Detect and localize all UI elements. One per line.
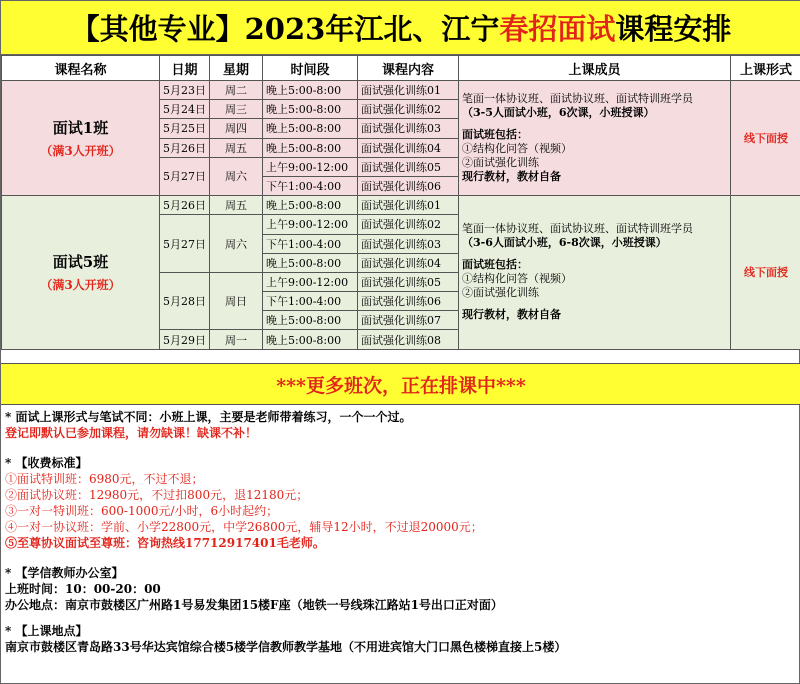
weekday-cell: 周六 <box>210 157 263 195</box>
header-time: 时间段 <box>263 56 358 81</box>
date-cell: 5月29日 <box>160 330 210 349</box>
date-cell: 5月26日 <box>160 196 210 215</box>
header-weekday: 星期 <box>210 56 263 81</box>
content-cell: 面试强化训练05 <box>358 157 459 176</box>
time-cell: 晚上5:00-8:00 <box>263 100 358 119</box>
office-address: 办公地点：南京市鼓楼区广州路1号易发集团15楼F座（地铁一号线珠江路站1号出口正对面） <box>5 598 503 612</box>
class5-note: （满3人开班） <box>40 278 121 293</box>
content-cell: 面试强化训练07 <box>358 311 459 330</box>
members-line: 现行教材，教材自备 <box>462 308 561 322</box>
title-part2: 春招面试 <box>499 12 616 46</box>
date-cell: 5月28日 <box>160 272 210 330</box>
class5-members-cell <box>459 196 731 350</box>
schedule-table <box>1 55 800 350</box>
time-cell: 下午1:00-4:00 <box>263 292 358 311</box>
table-row <box>2 81 800 100</box>
content-cell: 面试强化训练06 <box>358 176 459 195</box>
members-line: （3-6人面试小班，6-8次课，小班授课） <box>462 236 667 250</box>
time-cell: 下午1:00-4:00 <box>263 234 358 253</box>
weekday-cell: 周六 <box>210 215 263 273</box>
header-row <box>2 56 800 81</box>
time-cell: 上午9:00-12:00 <box>263 157 358 176</box>
class1-form-cell: 线下面授 <box>731 81 800 196</box>
time-cell: 上午9:00-12:00 <box>263 272 358 291</box>
content-cell: 面试强化训练04 <box>358 253 459 272</box>
content-cell: 面试强化训练06 <box>358 292 459 311</box>
class1-name-cell <box>2 81 160 196</box>
title-part1: 【其他专业】2023年江北、江宁 <box>70 12 500 46</box>
header-form: 上课形式 <box>731 56 800 81</box>
members-line: （3-5人面试小班，6次课，小班授课） <box>462 106 655 120</box>
fee-item: ②面试协议班：12980元，不过扣800元，退12180元； <box>5 488 309 502</box>
header-members: 上课成员 <box>459 56 731 81</box>
date-cell: 5月25日 <box>160 119 210 138</box>
fee-item: ③一对一特训班：600-1000元/小时，6小时起约； <box>5 504 279 518</box>
class1-name: 面试1班 <box>52 119 109 138</box>
time-cell: 晚上5:00-8:00 <box>263 253 358 272</box>
content-cell: 面试强化训练01 <box>358 81 459 100</box>
more-classes-banner: ***更多班次，正在排课中*** <box>1 363 800 405</box>
class5-name: 面试5班 <box>52 253 109 272</box>
fee-title: * 【收费标准】 <box>5 456 88 470</box>
time-cell: 晚上5:00-8:00 <box>263 311 358 330</box>
page-title <box>1 1 800 55</box>
weekday-cell: 周三 <box>210 100 263 119</box>
date-cell: 5月26日 <box>160 138 210 157</box>
weekday-cell: 周日 <box>210 272 263 330</box>
date-cell: 5月27日 <box>160 215 210 273</box>
content-cell: 面试强化训练03 <box>358 119 459 138</box>
header-course-name: 课程名称 <box>2 56 160 81</box>
venue-title: * 【上课地点】 <box>5 624 88 638</box>
class5-form-cell: 线下面授 <box>731 196 800 350</box>
content-cell: 面试强化训练01 <box>358 196 459 215</box>
note-format: * 面试上课形式与笔试不同：小班上课，主要是老师带着练习，一个一个过。 <box>5 410 412 424</box>
content-cell: 面试强化训练05 <box>358 272 459 291</box>
class1-note: （满3人开班） <box>40 144 121 159</box>
class5-name-cell <box>2 196 160 350</box>
time-cell: 晚上5:00-8:00 <box>263 119 358 138</box>
date-cell: 5月27日 <box>160 157 210 195</box>
notes-section <box>5 409 797 655</box>
content-cell: 面试强化训练03 <box>358 234 459 253</box>
class1-members-cell <box>459 81 731 196</box>
header-date: 日期 <box>160 56 210 81</box>
title-part3: 课程安排 <box>615 12 732 46</box>
fee-item: ④一对一协议班：学前、小学22800元，中学26800元，辅导12小时，不过退20000元； <box>5 520 483 534</box>
header-content: 课程内容 <box>358 56 459 81</box>
members-line: ②面试强化训练 <box>462 156 539 170</box>
weekday-cell: 周二 <box>210 81 263 100</box>
table-row <box>2 196 800 215</box>
members-line: 笔面一体协议班、面试协议班、面试特训班学员 <box>462 222 693 236</box>
members-line: 面试班包括： <box>462 258 528 272</box>
date-cell: 5月24日 <box>160 100 210 119</box>
weekday-cell: 周一 <box>210 330 263 349</box>
weekday-cell: 周五 <box>210 138 263 157</box>
content-cell: 面试强化训练08 <box>358 330 459 349</box>
time-cell: 晚上5:00-8:00 <box>263 330 358 349</box>
fee-item: ⑤至尊协议面试至尊班：咨询热线17712917401毛老师。 <box>5 536 325 550</box>
time-cell: 晚上5:00-8:00 <box>263 138 358 157</box>
members-line: ②面试强化训练 <box>462 286 539 300</box>
members-line: 笔面一体协议班、面试协议班、面试特训班学员 <box>462 92 693 106</box>
members-line: ①结构化问答（视频） <box>462 142 572 156</box>
time-cell: 晚上5:00-8:00 <box>263 81 358 100</box>
content-cell: 面试强化训练02 <box>358 215 459 234</box>
weekday-cell: 周五 <box>210 196 263 215</box>
content-cell: 面试强化训练04 <box>358 138 459 157</box>
fee-item: ①面试特训班：6980元，不过不退； <box>5 472 204 486</box>
weekday-cell: 周四 <box>210 119 263 138</box>
members-line: 面试班包括： <box>462 128 528 142</box>
venue-address: 南京市鼓楼区青岛路33号华达宾馆综合楼5楼学信教师教学基地（不用进宾馆大门口黑色楼梯直接上5楼） <box>5 640 567 654</box>
date-cell: 5月23日 <box>160 81 210 100</box>
members-line: 现行教材，教材自备 <box>462 170 561 184</box>
content-cell: 面试强化训练02 <box>358 100 459 119</box>
office-title: * 【学信教师办公室】 <box>5 566 124 580</box>
time-cell: 上午9:00-12:00 <box>263 215 358 234</box>
time-cell: 下午1:00-4:00 <box>263 176 358 195</box>
members-line: ①结构化问答（视频） <box>462 272 572 286</box>
office-hours: 上班时间：10：00-20：00 <box>5 582 161 596</box>
time-cell: 晚上5:00-8:00 <box>263 196 358 215</box>
note-attendance: 登记即默认已参加课程，请勿缺课！缺课不补！ <box>5 426 258 440</box>
